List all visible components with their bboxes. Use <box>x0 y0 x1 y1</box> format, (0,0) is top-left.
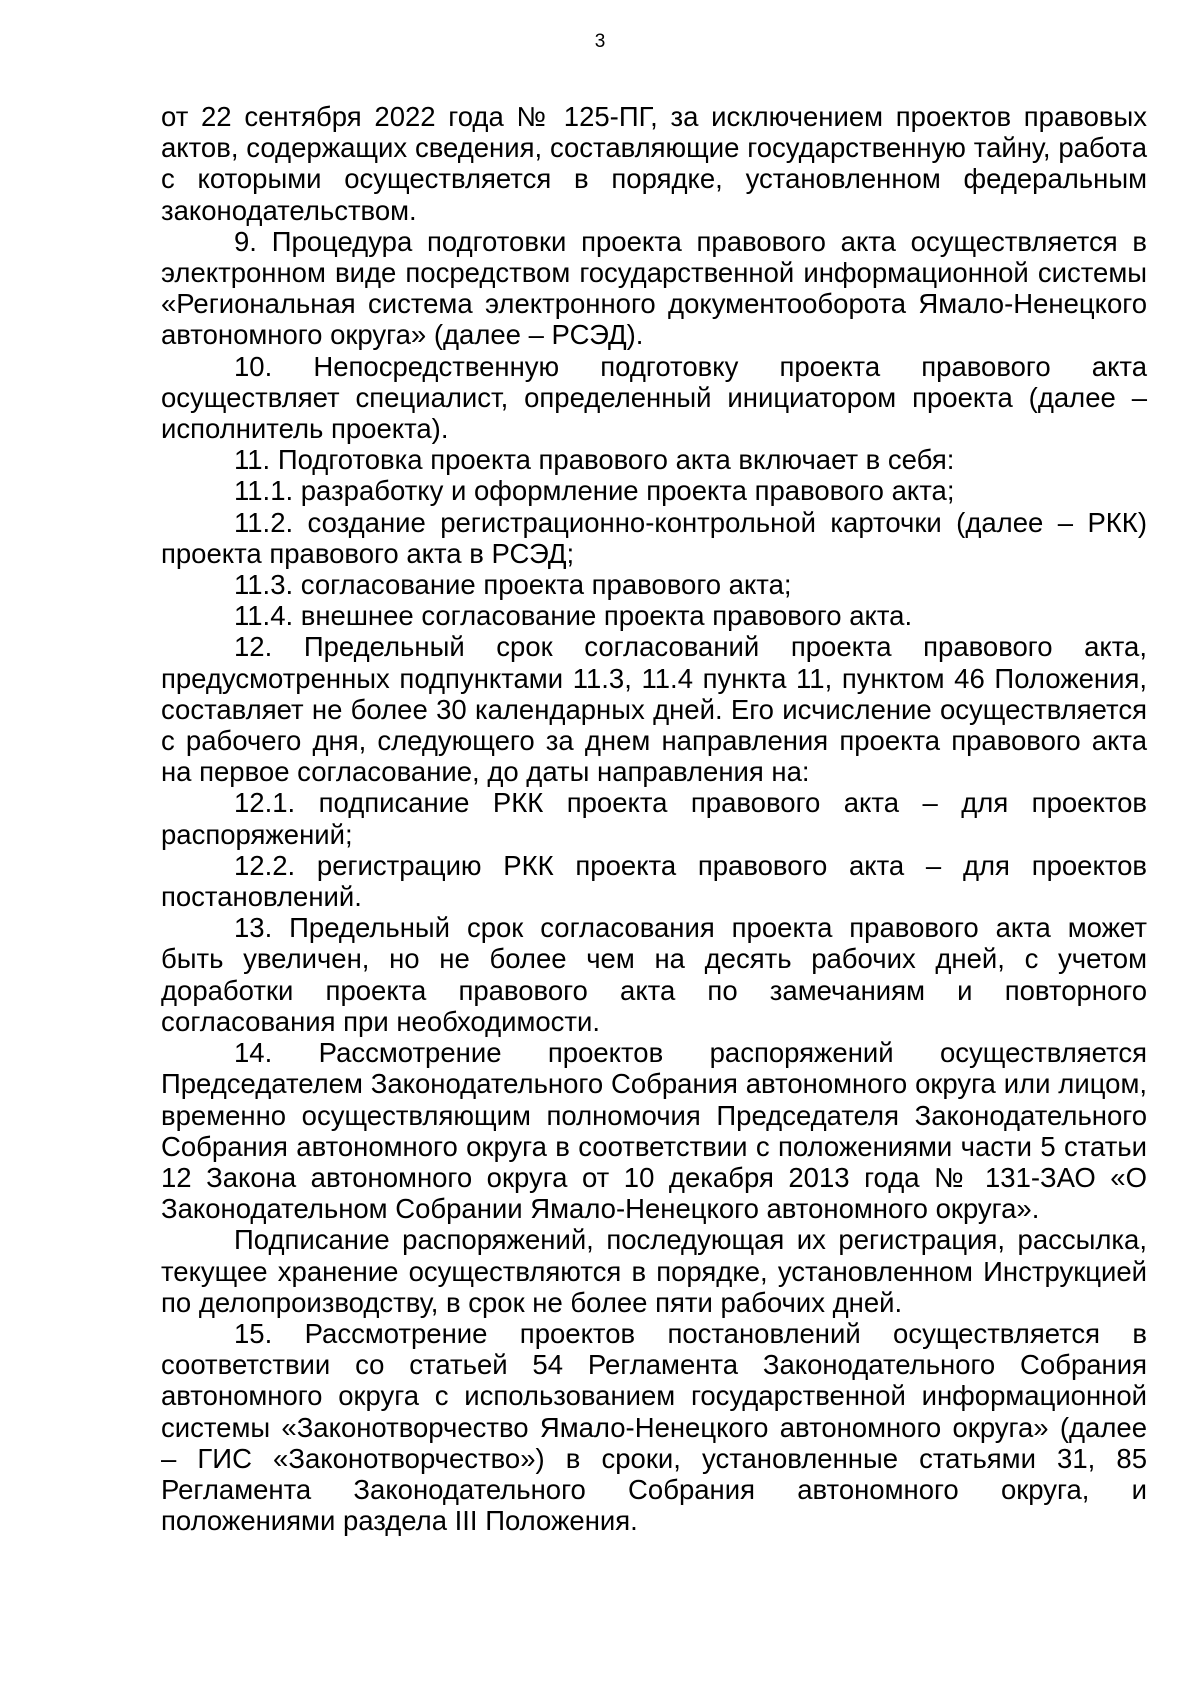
paragraph-item-13: 13. Предельный срок согласования проекта правового акта может быть увеличен, но не более чем на десять рабочих дней, с учетом доработки проекта правового акта по замечаниям и повторного согласования при необходимости. <box>161 912 1147 1037</box>
paragraph-item-12-2: 12.2. регистрацию РКК проекта правового акта – для проектов постановлений. <box>161 849 1147 913</box>
document-body <box>161 101 1147 1536</box>
paragraph-item-12-1: 12.1. подписание РКК проекта правового акта – для проектов распоряжений; <box>161 787 1147 850</box>
paragraph-item-11: 11. Подготовка проекта правового акта включает в себя: <box>234 444 955 476</box>
paragraph-item-11-2: 11.2. создание регистрационно-контрольной карточки (далее – РКК) проекта правового акта в РСЭД; <box>161 506 1147 569</box>
paragraph-item-11-3: 11.3. согласование проекта правового акта; <box>234 569 792 601</box>
paragraph-item-9: 9. Процедура подготовки проекта правового акта осуществляется в электронном виде посредством государственной информационной системы «Региональная система электронного документооборота Ямало-Ненецкого автономного округа» (далее – РСЭД). <box>161 225 1147 351</box>
page-number: 3 <box>594 31 606 52</box>
paragraph-item-14: 14. Рассмотрение проектов распоряжений осуществляется Председателем Законодательного Собрания автономного округа или лицом, временно осуществляющим полномочия Председателя Законодательного Собрания автономного округа в соответствии с положениями части 5 статьи 12 Закона автономного округа от 10 декабря 2013 года № 131-ЗАО «О Законодательном Собрании Ямало-Ненецкого автономного округа». <box>161 1037 1147 1225</box>
paragraph-item-11-4: 11.4. внешнее согласование проекта правового акта. <box>234 600 913 632</box>
paragraph-item-11-1: 11.1. разработку и оформление проекта правового акта; <box>234 475 955 507</box>
paragraph-item-15: 15. Рассмотрение проектов постановлений осуществляется в соответствии со статьей 54 Регламента Законодательного Собрания автономного округа с использованием государственной информационной системы «Законотворчество Ямало-Ненецкого автономного округа» (далее – ГИС «Законотворчество») в сроки, установленные статьями 31, 85 Регламента Законодательного Собрания автономного округа, и положениями раздела III Положения. <box>161 1317 1147 1537</box>
paragraph-signing: Подписание распоряжений, последующая их регистрация, рассылка, текущее хранение осуществляются в порядке, установленном Инструкцией по делопроизводству, в срок не более пяти рабочих дней. <box>161 1224 1147 1318</box>
paragraph-item-10: 10. Непосредственную подготовку проекта правового акта осуществляет специалист, определенный инициатором проекта (далее – исполнитель проекта). <box>161 350 1147 445</box>
paragraph-continuation: от 22 сентября 2022 года № 125-ПГ, за исключением проектов правовых актов, содержащих сведения, составляющие государственную тайну, работа с которыми осуществляется в порядке, установленном федеральным законодательством. <box>161 101 1147 226</box>
paragraph-item-12: 12. Предельный срок согласований проекта правового акта, предусмотренных подпунктами 11.3, 11.4 пункта 11, пунктом 46 Положения, составляет не более 30 календарных дней. Его исчисление осуществляется с рабочего дня, следующего за днем направления проекта правового акта на первое согласование, до даты направления на: <box>161 631 1147 788</box>
